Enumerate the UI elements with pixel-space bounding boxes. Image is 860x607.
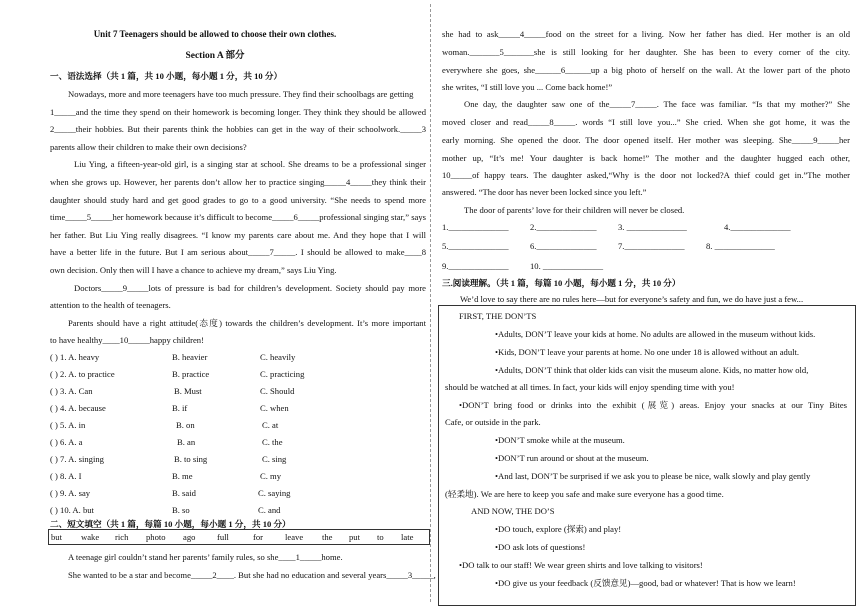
p4-line-2: to have healthy____10_____happy children!: [50, 335, 204, 345]
answer-blank-6[interactable]: 6.______________: [530, 241, 597, 251]
option-q3-b: B. Must: [174, 386, 202, 396]
option-q8-b: B. me: [172, 471, 193, 481]
p1-line-3: 2_____their hobbies. But their parents think the hobbies can get in the way of their schoolwork._____3: [50, 124, 426, 134]
answer-blank-5[interactable]: 5.______________: [442, 241, 509, 251]
p2-line-5: her father. But Liu Ying really disagrees. “I know my parents care about me. And they hope that I will: [50, 230, 426, 240]
option-q4-b: B. if: [172, 403, 188, 413]
option-q10-b: B. so: [172, 505, 190, 515]
rp2-line-5: 10_____of happy tears. The daughter asked,“Why is the door not locked?A thief could get in.”The mother: [442, 170, 850, 180]
word-bank-word: put: [349, 532, 360, 542]
p5-line-2: She wanted to be a star and become_____2____. But she had no education and several years_____3_____,: [68, 570, 436, 580]
rp1-line-4: she writes, “I still love you ... Come back home!”: [442, 82, 613, 92]
rp2-line-4: mother up, “It’s me! Your daughter is back home!” The mother and the daughter hugged each other,: [442, 153, 850, 163]
p3-line-2: attention to the health of teenagers.: [50, 300, 171, 310]
p2-line-4: time_____5_____her homework because it’s difficult to become_____6_____professional singing star,” says: [50, 212, 426, 222]
p5-line-1: A teenage girl couldn’t stand her parents’ family rules, so she____1_____home.: [68, 552, 343, 562]
word-bank-word: full: [217, 532, 229, 542]
option-q1-c: C. heavily: [260, 352, 296, 362]
word-bank-word: leave: [285, 532, 304, 542]
p2-line-6: have a better life in the future. But I am serious about_____7_____. I should be allowed to make____8: [50, 247, 426, 257]
option-q8-a: ( ) 8. A. I: [50, 471, 82, 481]
rule-item: •DON’T run around or shout at the museum.: [495, 453, 649, 463]
option-q6-c: C. the: [262, 437, 283, 447]
rp2-line-1: One day, the daughter saw one of the_____7_____. The face was familiar. “Is that my mother?” She: [464, 99, 850, 109]
option-q9-c: C. saying: [258, 488, 291, 498]
rp2-line-3: early morning. She opened the door. The door opened itself. Her mother was sleeping. She_____9_____her: [442, 135, 850, 145]
unit-title: Unit 7 Teenagers should be allowed to choose their own clothes.: [93, 29, 337, 39]
word-bank-box: [48, 529, 430, 545]
rule-item: •DON’T bring food or drinks into the exhibit (展览) areas. Enjoy your snacks at our Tiny Bites: [459, 400, 847, 410]
word-bank-word: but: [51, 532, 62, 542]
option-q1-b: B. heavier: [172, 352, 208, 362]
option-q7-a: ( ) 7. A. singing: [50, 454, 104, 464]
option-q2-c: C. practicing: [260, 369, 305, 379]
option-q6-a: ( ) 6. A. a: [50, 437, 83, 447]
rule-item: •DO ask lots of questions!: [495, 542, 586, 552]
option-q6-b: B. an: [177, 437, 196, 447]
option-q9-b: B. said: [172, 488, 196, 498]
answer-blank-9[interactable]: 9.______________: [442, 261, 509, 271]
rule-item: •DON’T smoke while at the museum.: [495, 435, 625, 445]
option-q4-a: ( ) 4. A. because: [50, 403, 106, 413]
part3-heading: 三.阅读理解。（共 1 篇，每篇 10 小题，每小题 1 分，共 10 分）: [442, 278, 681, 288]
p2-line-7: own decision. Only then will I have a chance to achieve my dream,” says Liu Ying.: [50, 265, 337, 275]
p2-line-3: daughter should study hard and get good grades to go to a good university. “She needs to spend more: [50, 195, 426, 205]
option-q2-b: B. practice: [172, 369, 210, 379]
part1-heading: 一、语法选择（共 1 篇，共 10 小题，每小题 1 分，共 10 分）: [50, 71, 283, 81]
section-title: Section A 部分: [185, 51, 245, 61]
rule-item: •Kids, DON’T leave your parents at home. No one under 18 is allowed without an adult.: [495, 347, 800, 357]
option-q5-c: C. at: [262, 420, 279, 430]
word-bank-word: ago: [183, 532, 196, 542]
answer-blank-2[interactable]: 2.______________: [530, 222, 597, 232]
word-bank-word: for: [253, 532, 264, 542]
museum-rules-box: [438, 305, 856, 606]
option-q10-c: C. and: [258, 505, 281, 515]
word-bank-word: the: [322, 532, 333, 542]
answer-blank-4[interactable]: 4.______________: [724, 222, 791, 232]
p2-line-2: when she grows up. However, her parents don’t allow her to practice singing_____4_____they think their: [50, 177, 426, 187]
option-q7-b: B. to sing: [174, 454, 208, 464]
rule-item: •DO give us your feedback (反馈意见)—good, bad or whatever! That is how we learn!: [495, 578, 796, 588]
p2-line-1: Liu Ying, a fifteen-year-old girl, is a singing star at school. She dreams to be a professional singer: [74, 159, 426, 169]
answer-blank-7[interactable]: 7.______________: [618, 241, 685, 251]
answer-blank-10[interactable]: 10. ______________: [530, 261, 604, 271]
word-bank-word: rich: [115, 532, 129, 542]
rule-item: •Adults, DON’T leave your kids at home. No adults are allowed in the museum without kids.: [495, 329, 816, 339]
rule-item: •DO touch, explore (探索) and play!: [495, 524, 622, 534]
option-q7-c: C. sing: [262, 454, 287, 464]
rule-item: •And last, DON’T be surprised if we ask you to please be nice, walk slowly and play gently: [495, 471, 811, 481]
word-bank-word: late: [401, 532, 414, 542]
rp2-line-2: moved closer and read_____8_____. words “I still love you...” She cried. When she got home, it was the: [442, 117, 850, 127]
option-q8-c: C. my: [260, 471, 282, 481]
option-q5-a: ( ) 5. A. in: [50, 420, 86, 430]
option-q3-c: C. Should: [260, 386, 295, 396]
reading-intro: We’d love to say there are no rules here—but for everyone’s safety and fun, we do have just a few...: [460, 294, 804, 304]
option-q10-a: ( ) 10. A. but: [50, 505, 94, 515]
rules-heading-donts: FIRST, THE DON’TS: [459, 311, 537, 321]
word-bank-word: photo: [146, 532, 166, 542]
option-q2-a: ( ) 2. A. to practice: [50, 369, 115, 379]
word-bank-word: to: [377, 532, 384, 542]
rp1-line-1: she had to ask_____4_____food on the street for a living. Now her father has died. Her mother is an old: [442, 29, 850, 39]
rule-item: •DO talk to our staff! We wear green shirts and love talking to visitors!: [459, 560, 703, 570]
rp2-line-6: answered. “The door has never been locked since you left.”: [442, 187, 647, 197]
option-q1-a: ( ) 1. A. heavy: [50, 352, 100, 362]
answer-blank-3[interactable]: 3. ______________: [618, 222, 687, 232]
rule-item: •Adults, DON’T think that older kids can visit the museum alone. Kids, no matter how old,: [495, 365, 809, 375]
p3-line-1: Doctors_____9_____lots of pressure is bad for children’s development. Society should pay more: [74, 283, 426, 293]
rp1-line-3: everywhere she goes, she______6______up a big photo of herself on the wall. At the lower part of the photo: [442, 65, 850, 75]
rule-item-cont: Cafe, or outside in the park.: [445, 417, 541, 427]
option-q4-c: C. when: [260, 403, 289, 413]
word-bank-word: wake: [81, 532, 100, 542]
option-q5-b: B. on: [176, 420, 195, 430]
option-q3-a: ( ) 3. A. Can: [50, 386, 93, 396]
p1-line-1: Nowadays, more and more teenagers have too much pressure. They find their schoolbags are getting: [68, 89, 414, 99]
rp1-line-2: woman._______5_______she is still looking for her daughter. She has been to every corner of the city.: [442, 47, 850, 57]
p1-line-2: 1_____and the time they spend on their homework is becoming longer. They think they should be allowed: [50, 107, 426, 117]
option-q9-a: ( ) 9. A. say: [50, 488, 91, 498]
column-divider: [430, 4, 432, 602]
answer-blank-1[interactable]: 1.______________: [442, 222, 509, 232]
rule-item-cont: should be watched at all times. In fact, your kids will enjoy spending time with you!: [445, 382, 735, 392]
answer-blank-8[interactable]: 8. ______________: [706, 241, 775, 251]
rp3-line: The door of parents’ love for their children will never be closed.: [464, 205, 685, 215]
rule-item-cont: (轻柔地). We are here to keep you safe and make sure everyone has a good time.: [445, 489, 724, 499]
p1-line-4: parents allow their children to make their own decisions?: [50, 142, 247, 152]
p4-line-1: Parents should have a right attitude(态度) towards the children’s development. It’s more important: [68, 318, 426, 328]
part2-heading: 二、短文填空（共 1 篇，每篇 10 小题，每小题 1 分，共 10 分）: [50, 519, 291, 529]
rules-heading-dos: AND NOW, THE DO’S: [471, 506, 555, 516]
